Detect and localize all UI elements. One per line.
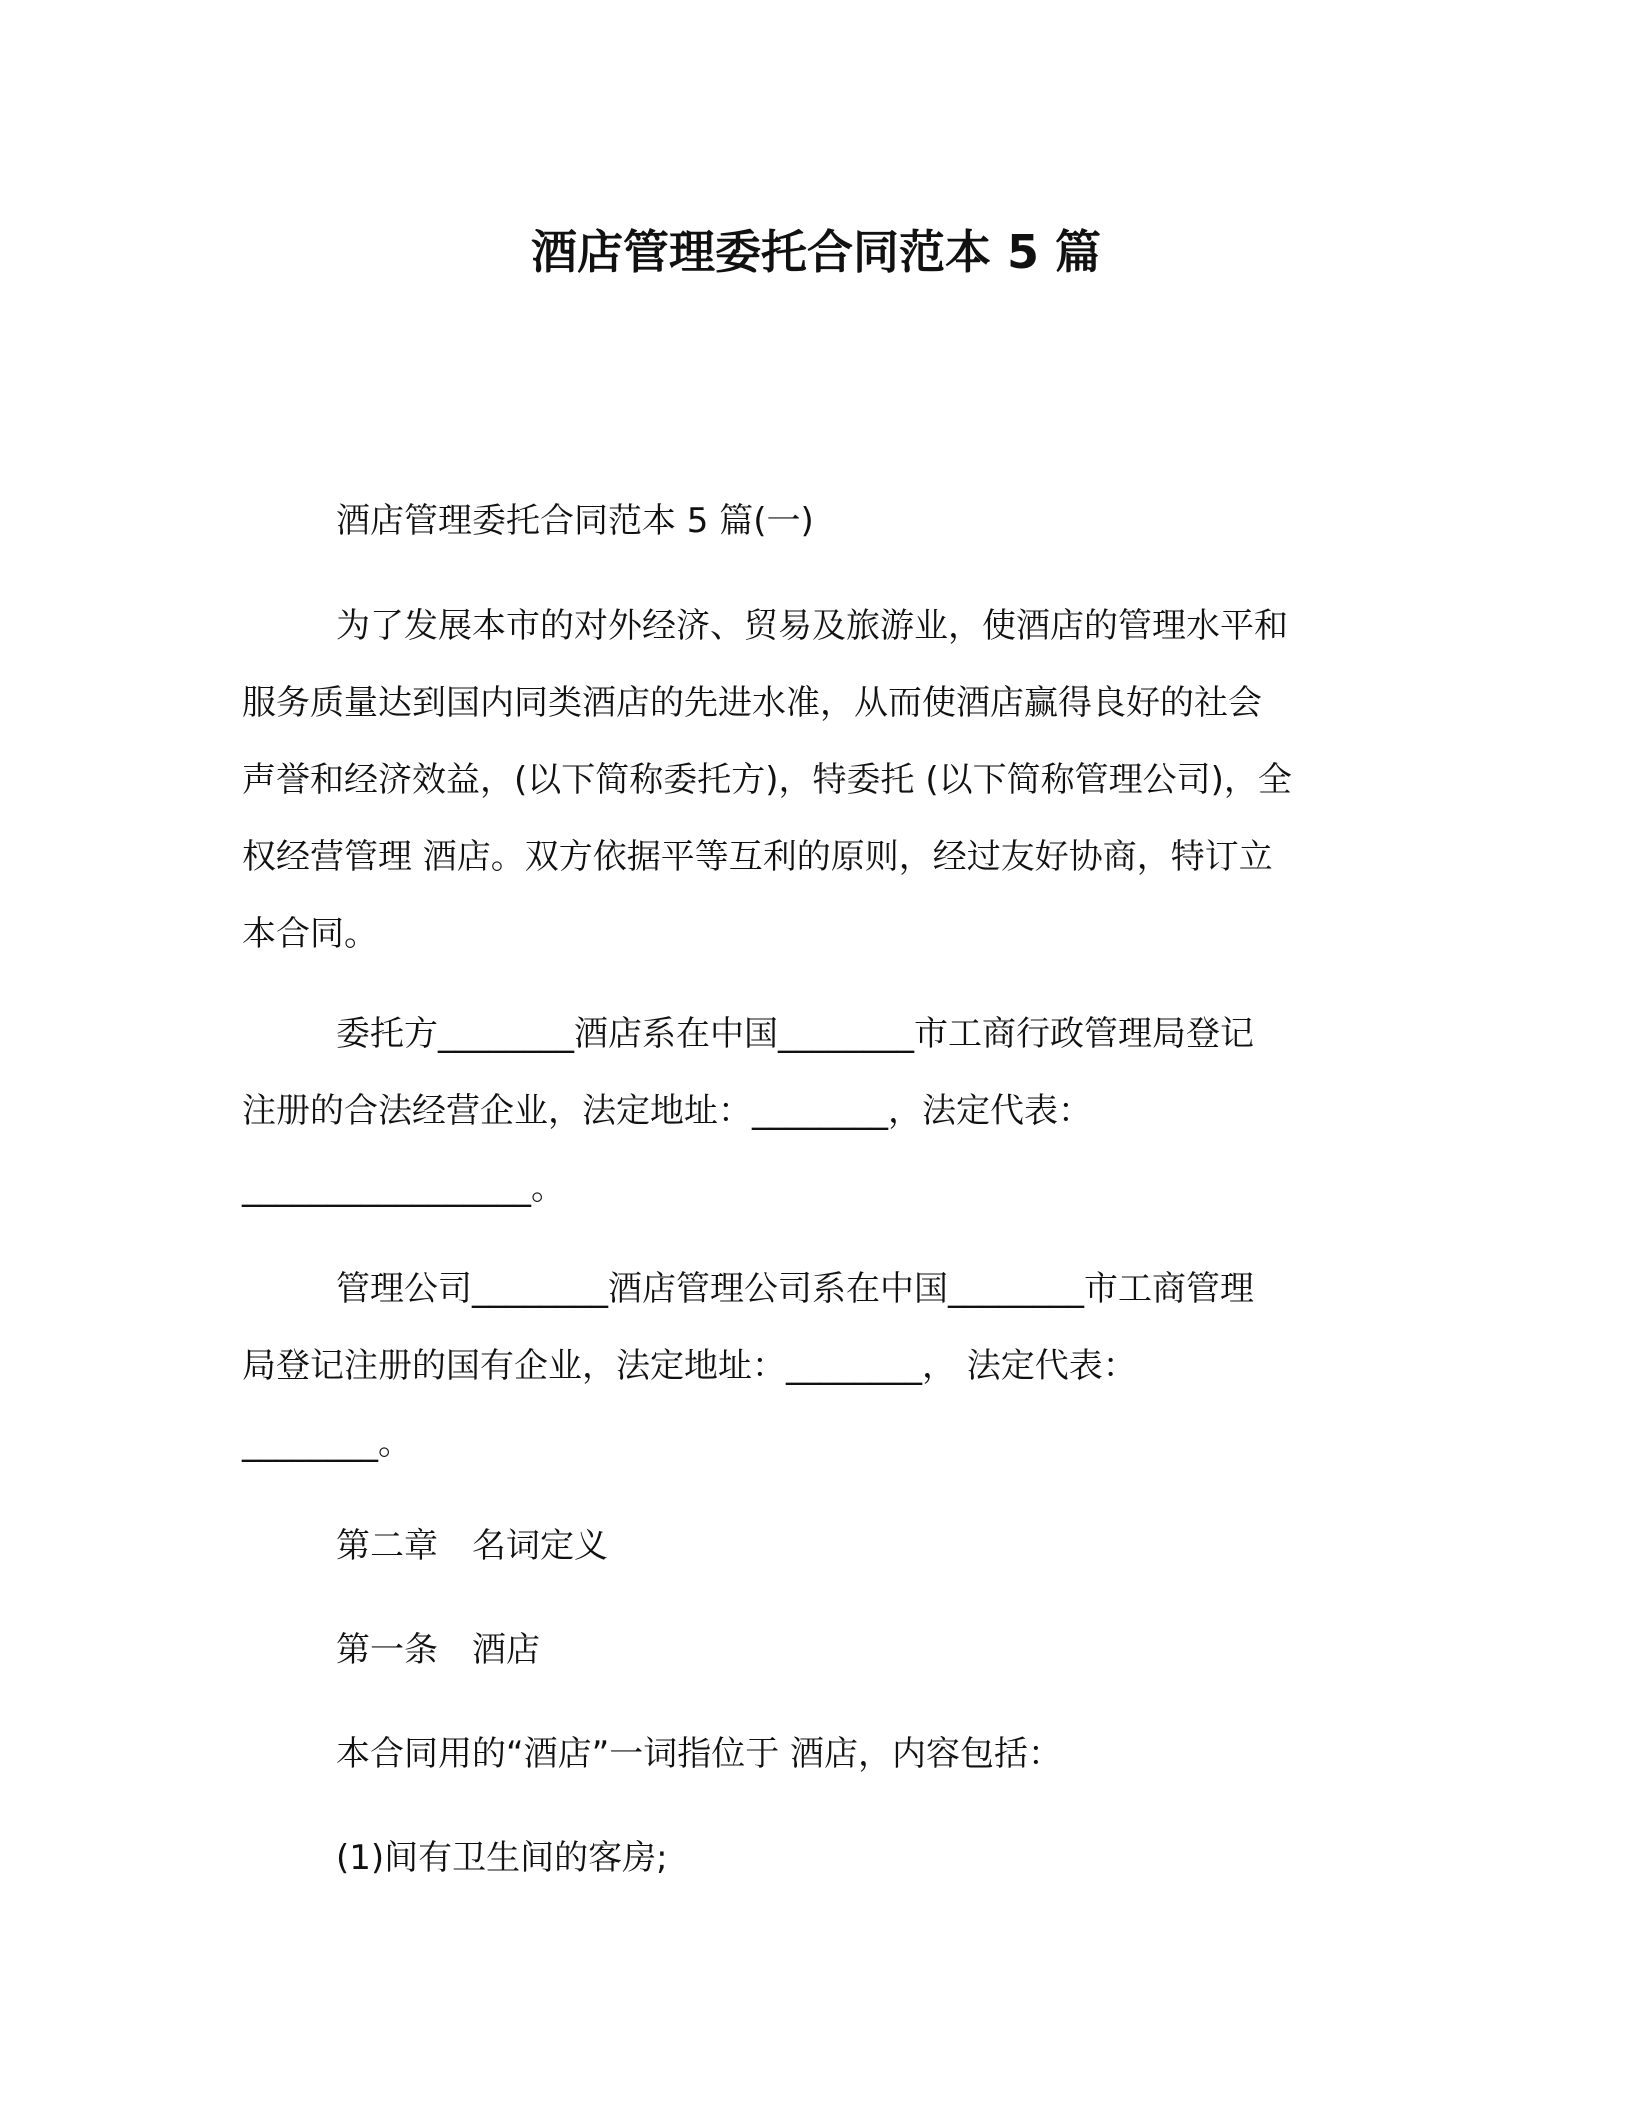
party-b-line: ________。 <box>242 1423 412 1463</box>
party-a-line: 委托方________酒店系在中国________市工商行政管理局登记 <box>336 1014 1254 1054</box>
intro-line: 权经营管理 酒店。双方依据平等互利的原则，经过友好协商，特订立 <box>242 837 1273 877</box>
party-b-line: 管理公司________酒店管理公司系在中国________市工商管理 <box>336 1269 1254 1309</box>
intro-paragraph <box>242 588 1392 973</box>
list-item: (1)间有卫生间的客房; <box>336 1838 668 1878</box>
intro-line: 服务质量达到国内同类酒店的先进水准，从而使酒店赢得良好的社会 <box>242 683 1262 723</box>
intro-line: 本合同。 <box>242 914 378 954</box>
party-a-paragraph <box>242 996 1392 1227</box>
intro-line: 为了发展本市的对外经济、贸易及旅游业，使酒店的管理水平和 <box>336 606 1288 646</box>
contract-subtitle: 酒店管理委托合同范本 5 篇(一) <box>336 501 814 541</box>
intro-line: 声誉和经济效益，(以下简称委托方)，特委托 (以下简称管理公司)，全 <box>242 760 1292 800</box>
article-heading: 第一条 酒店 <box>336 1630 540 1670</box>
party-a-line: 注册的合法经营企业，法定地址：________，法定代表： <box>242 1091 1092 1131</box>
chapter-heading: 第二章 名词定义 <box>336 1526 608 1566</box>
party-b-line: 局登记注册的国有企业，法定地址：________， 法定代表： <box>242 1346 1137 1386</box>
party-a-line: _________________。 <box>242 1168 565 1208</box>
definition-paragraph: 本合同用的“酒店”一词指位于 酒店，内容包括： <box>336 1734 1063 1774</box>
document-title: 酒店管理委托合同范本 5 篇 <box>530 225 1102 279</box>
party-b-paragraph <box>242 1251 1392 1482</box>
